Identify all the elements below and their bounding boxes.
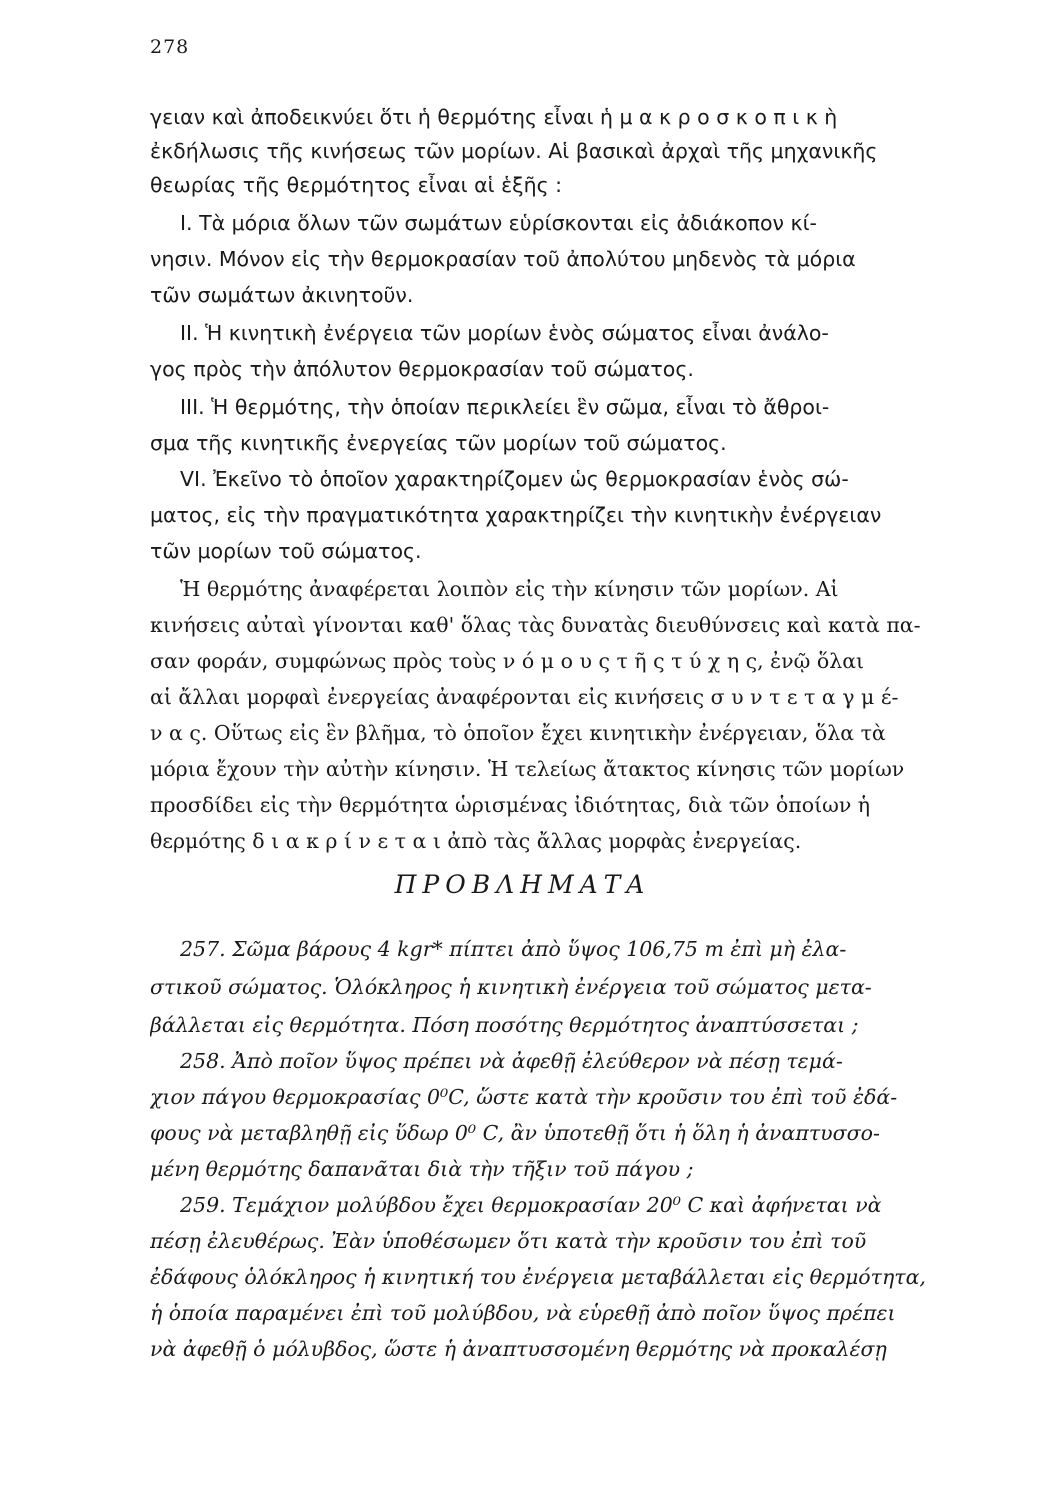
page-number: 278 xyxy=(150,36,190,58)
problem-line: 257. Σῶμα βάρους 4 kgr* πίπτει ἀπὸ ὕψος 106,75 m ἐπὶ μὴ ἐλα- xyxy=(180,937,847,961)
text-line: νησιν. Μόνον εἰς τὴν θερμοκρασίαν τοῦ ἀπολύτου μηδενὸς τὰ μόρια xyxy=(150,247,856,271)
problem-line: ἐδάφους ὁλόκληρος ἡ κινητική του ἐνέργεια μεταβάλλεται εἰς θερμότητα, xyxy=(150,1265,926,1289)
problem-line: 258. Ἀπὸ ποῖον ὕψος πρέπει νὰ ἀφεθῇ ἐλεύθερον νὰ πέσῃ τεμά- xyxy=(180,1049,843,1073)
problems-heading: ΠΡΟΒΛΗΜΑΤΑ xyxy=(394,870,651,899)
problem-line: χιον πάγου θερμοκρασίας 0⁰C, ὥστε κατὰ τὴν κροῦσιν του ἐπὶ τοῦ ἐδά- xyxy=(150,1085,898,1109)
text-line: ματος, εἰς τὴν πραγματικότητα χαρακτηρίζει τὴν κινητικὴν ἐνέργειαν xyxy=(150,503,882,527)
problem-line: φους νὰ μεταβληθῇ εἰς ὕδωρ 0⁰ C, ἂν ὑποτεθῇ ὅτι ἡ ὅλη ἡ ἀναπτυσσο- xyxy=(150,1121,880,1145)
text-line: αἱ ἄλλαι μορφαὶ ἐνεργείας ἀναφέρονται εἰς κινήσεις σ υ ν τ ε τ α γ μ έ- xyxy=(150,685,899,709)
text-line: προσδίδει εἰς τὴν θερμότητα ὡρισμένας ἰδιότητας, διὰ τῶν ὁποίων ἡ xyxy=(150,793,871,817)
problem-line: ἡ ὁποία παραμένει ἐπὶ τοῦ μολύβδου, νὰ εὑρεθῇ ἀπὸ ποῖον ὕψος πρέπει xyxy=(150,1301,896,1325)
text-line: ν α ς. Οὕτως εἰς ἓν βλῆμα, τὸ ὁποῖον ἔχει κινητικὴν ἐνέργειαν, ὅλα τὰ xyxy=(150,721,886,745)
problem-line: βάλλεται εἰς θερμότητα. Πόση ποσότης θερμότητος ἀναπτύσσεται ; xyxy=(150,1013,859,1037)
text-line: I. Τὰ μόρια ὅλων τῶν σωμάτων εὑρίσκονται εἰς ἀδιάκοπον κί- xyxy=(180,211,817,235)
problem-line: πέσῃ ἐλευθέρως. Ἐὰν ὑποθέσωμεν ὅτι κατὰ τὴν κροῦσιν του ἐπὶ τοῦ xyxy=(150,1229,867,1253)
text-line: τῶν σωμάτων ἀκινητοῦν. xyxy=(150,283,414,307)
text-line: τῶν μορίων τοῦ σώματος. xyxy=(150,539,422,563)
text-line: σαν φοράν, συμφώνως πρὸς τοὺς ν ό μ ο υ ς τ ῆ ς τ ύ χ η ς, ἐνῷ ὅλαι xyxy=(150,649,865,673)
problem-line: στικοῦ σώματος. Ὁλόκληρος ἡ κινητικὴ ἐνέργεια τοῦ σώματος μετα- xyxy=(150,975,872,999)
problem-line: 259. Τεμάχιον μολύβδου ἔχει θερμοκρασίαν 20⁰ C καὶ ἀφήνεται νὰ xyxy=(180,1193,882,1217)
text-line: κινήσεις αὐταὶ γίνονται καθ' ὅλας τὰς δυνατὰς διευθύνσεις καὶ κατὰ πα- xyxy=(150,613,921,637)
problem-line: νὰ ἀφεθῇ ὁ μόλυβδος, ὥστε ἡ ἀναπτυσσομένη θερμότης νὰ προκαλέσῃ xyxy=(150,1337,887,1361)
text-line: VI. Ἐκεῖνο τὸ ὁποῖον χαρακτηρίζομεν ὡς θερμοκρασίαν ἑνὸς σώ- xyxy=(180,467,849,491)
text-line: μόρια ἔχουν τὴν αὐτὴν κίνησιν. Ἡ τελείως ἄτακτος κίνησις τῶν μορίων xyxy=(150,757,905,781)
text-line: γος πρὸς τὴν ἀπόλυτον θερμοκρασίαν τοῦ σώματος. xyxy=(150,357,694,381)
text-line: θερμότης δ ι α κ ρ ί ν ε τ α ι ἀπὸ τὰς ἄλλας μορφὰς ἐνεργείας. xyxy=(150,829,802,853)
text-line: II. Ἡ κινητικὴ ἐνέργεια τῶν μορίων ἑνὸς σώματος εἶναι ἀνάλο- xyxy=(180,321,829,345)
text-line: σμα τῆς κινητικῆς ἐνεργείας τῶν μορίων τοῦ σώματος. xyxy=(150,431,727,455)
problem-line: μένη θερμότης δαπανᾶται διὰ τὴν τῆξιν τοῦ πάγου ; xyxy=(150,1157,694,1181)
text-line: Ἡ θερμότης ἀναφέρεται λοιπὸν εἰς τὴν κίνησιν τῶν μορίων. Αἱ xyxy=(180,577,839,601)
text-line: III. Ἡ θερμότης, τὴν ὁποίαν περικλείει ἓν σῶμα, εἶναι τὸ ἄθροι- xyxy=(180,395,830,419)
text-line: γειαν καὶ ἀποδεικνύει ὅτι ἡ θερμότης εἶναι ἡ μ α κ ρ ο σ κ ο π ι κ ὴ xyxy=(150,105,838,129)
text-line: θεωρίας τῆς θερμότητος εἶναι αἱ ἑξῆς : xyxy=(150,173,563,197)
text-line: ἐκδήλωσις τῆς κινήσεως τῶν μορίων. Αἱ βασικαὶ ἀρχαὶ τῆς μηχανικῆς xyxy=(150,139,878,163)
